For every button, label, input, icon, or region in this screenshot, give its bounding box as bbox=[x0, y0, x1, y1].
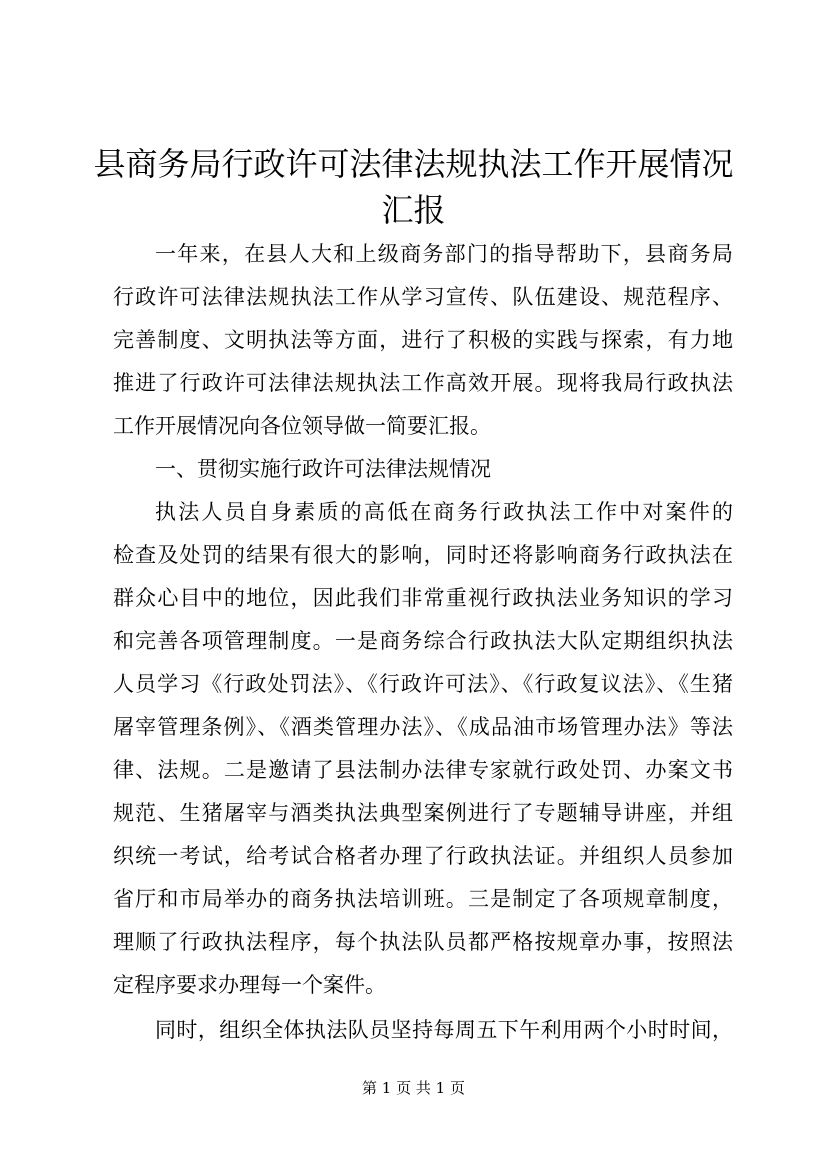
body-line: 工作开展情况向各位领导做一简要汇报。 bbox=[113, 414, 491, 438]
document-title-line-2: 汇报 bbox=[381, 191, 446, 229]
body-line: 一年来，在县人大和上级商务部门的指导帮助下，县商务局 bbox=[155, 242, 733, 266]
body-line: 定程序要求办理每一个案件。 bbox=[113, 973, 386, 997]
body-line: 屠宰管理条例》、《酒类管理办法》、《成品油市场管理办法》等法 bbox=[113, 715, 733, 739]
body-line: 完善制度、文明执法等方面，进行了积极的实践与探索，有力地 bbox=[113, 328, 733, 352]
section-heading: 一、贯彻实施行政许可法律法规情况 bbox=[155, 457, 491, 481]
document-title-line-1: 县商务局行政许可法律法规执法工作开展情况 bbox=[93, 145, 734, 183]
body-line: 同时，组织全体执法队员坚持每周五下午利用两个小时时间， bbox=[155, 1018, 733, 1042]
body-line: 律、法规。二是邀请了县法制办法律专家就行政处罚、办案文书 bbox=[113, 758, 733, 782]
body-line: 群众心目中的地位，因此我们非常重视行政执法业务知识的学习 bbox=[113, 586, 733, 610]
body-line: 规范、生猪屠宰与酒类执法典型案例进行了专题辅导讲座，并组 bbox=[113, 801, 733, 825]
body-line: 行政许可法律法规执法工作从学习宣传、队伍建设、规范程序、 bbox=[113, 285, 733, 309]
body-line: 推进了行政许可法律法规执法工作高效开展。现将我局行政执法 bbox=[113, 371, 733, 395]
body-line: 省厅和市局举办的商务执法培训班。三是制定了各项规章制度， bbox=[113, 887, 733, 911]
page-number-footer: 第 1 页 共 1 页 bbox=[362, 1079, 465, 1097]
body-line: 人员学习《行政处罚法》、《行政许可法》、《行政复议法》、《生猪 bbox=[113, 672, 733, 696]
body-line: 织统一考试，给考试合格者办理了行政执法证。并组织人员参加 bbox=[113, 844, 733, 868]
body-line: 执法人员自身素质的高低在商务行政执法工作中对案件的 bbox=[155, 500, 733, 524]
body-line: 理顺了行政执法程序，每个执法队员都严格按规章办事，按照法 bbox=[113, 930, 733, 954]
body-line: 和完善各项管理制度。一是商务综合行政执法大队定期组织执法 bbox=[113, 629, 733, 653]
body-line: 检查及处罚的结果有很大的影响，同时还将影响商务行政执法在 bbox=[113, 543, 733, 567]
